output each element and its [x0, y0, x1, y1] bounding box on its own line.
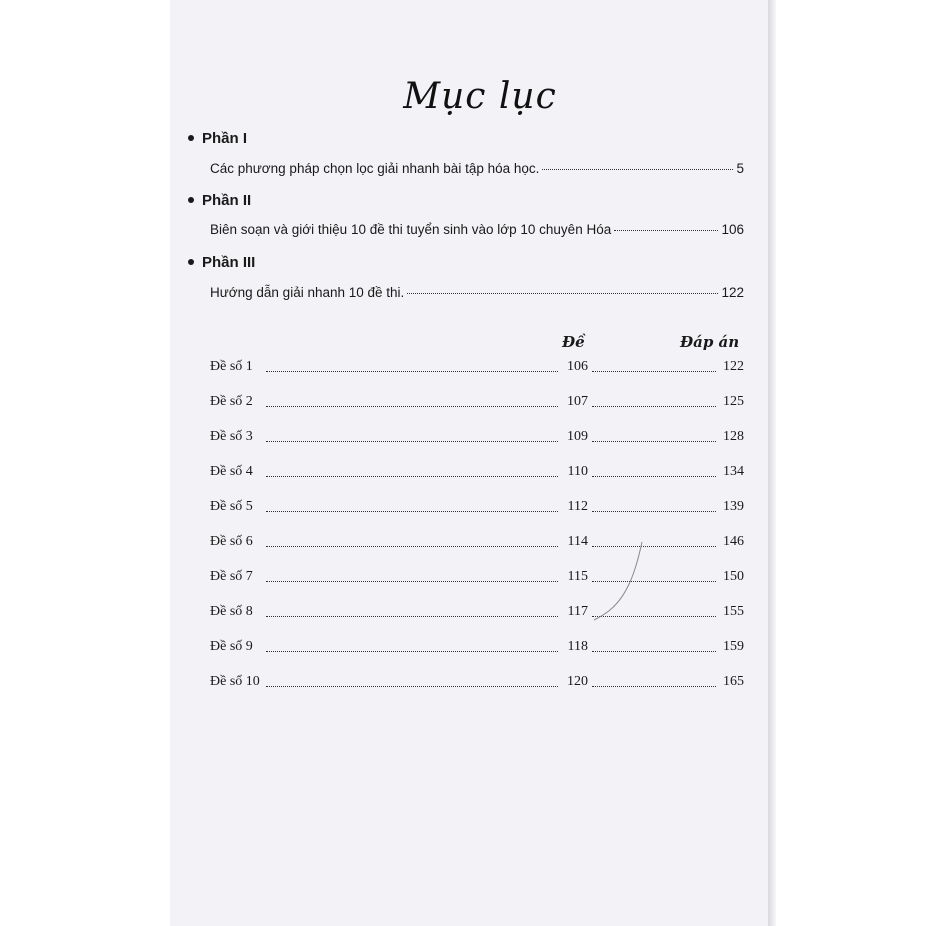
part-3-text: Hướng dẫn giải nhanh 10 đề thi. [210, 285, 405, 300]
answer-page: 165 [723, 674, 744, 689]
leader-dots [266, 651, 558, 652]
exam-row [210, 569, 744, 585]
leader-dots [614, 230, 718, 231]
leader-dots [266, 441, 558, 442]
part-2-text: Biên soạn và giới thiệu 10 đề thi tuyển sinh vào lớp 10 chuyên Hóa [210, 222, 612, 237]
exam-row [210, 359, 744, 375]
part-2-heading: Phần II [188, 192, 251, 209]
leader-dots [266, 686, 558, 687]
part-2-entry [210, 222, 744, 237]
exam-row [210, 499, 744, 515]
exam-row [210, 604, 744, 620]
part-1-page: 5 [736, 161, 744, 176]
answer-page: 125 [723, 394, 744, 409]
part-1-entry [210, 161, 744, 176]
leader-dots [266, 546, 558, 547]
pencil-mark [590, 540, 650, 625]
exam-page: 120 [567, 674, 588, 689]
answer-page: 128 [723, 429, 744, 444]
page-title: Mục lục [403, 76, 557, 117]
bullet-icon [188, 259, 194, 265]
exam-page: 118 [567, 639, 588, 654]
exam-page: 115 [567, 569, 588, 584]
column-header-dap-an: Đáp án [680, 333, 740, 351]
part-3-heading: Phần III [188, 254, 255, 271]
answer-page: 146 [723, 534, 744, 549]
leader-dots [592, 651, 716, 652]
part-3-page: 122 [721, 285, 744, 300]
leader-dots [266, 511, 558, 512]
leader-dots [542, 169, 733, 170]
leader-dots [592, 686, 716, 687]
leader-dots [266, 406, 558, 407]
exam-label: Đề số 4 [210, 464, 253, 479]
leader-dots [592, 371, 716, 372]
answer-page: 159 [723, 639, 744, 654]
leader-dots [407, 293, 718, 294]
exam-row [210, 464, 744, 480]
exam-page: 109 [567, 429, 588, 444]
leader-dots [592, 441, 716, 442]
leader-dots [266, 371, 558, 372]
answer-page: 139 [723, 499, 744, 514]
leader-dots [592, 511, 716, 512]
exam-row [210, 674, 744, 690]
answer-page: 122 [723, 359, 744, 374]
column-header-de: Đề [562, 333, 585, 351]
leader-dots [266, 476, 558, 477]
exam-page: 117 [567, 604, 588, 619]
leader-dots [592, 476, 716, 477]
part-1-heading: Phần I [188, 130, 247, 147]
exam-row [210, 394, 744, 410]
leader-dots [592, 406, 716, 407]
leader-dots [266, 581, 558, 582]
exam-label: Đề số 2 [210, 394, 253, 409]
part-1-text: Các phương pháp chọn lọc giải nhanh bài tập hóa học. [210, 161, 540, 176]
part-2-page: 106 [721, 222, 744, 237]
exam-label: Đề số 6 [210, 534, 253, 549]
exam-row [210, 429, 744, 445]
exam-page: 107 [567, 394, 588, 409]
exam-label: Đề số 5 [210, 499, 253, 514]
bullet-icon [188, 197, 194, 203]
exam-row [210, 639, 744, 655]
exam-label: Đề số 1 [210, 359, 253, 374]
exam-page: 110 [567, 464, 588, 479]
part-3-entry [210, 285, 744, 300]
exam-label: Đề số 9 [210, 639, 253, 654]
exam-row [210, 534, 744, 550]
page-edge [768, 0, 774, 926]
paper-sheet [170, 0, 776, 926]
answer-page: 134 [723, 464, 744, 479]
exam-label: Đề số 10 [210, 674, 260, 689]
exam-page: 112 [567, 499, 588, 514]
bullet-icon [188, 135, 194, 141]
exam-label: Đề số 3 [210, 429, 253, 444]
answer-page: 155 [723, 604, 744, 619]
exam-page: 114 [567, 534, 588, 549]
exam-label: Đề số 8 [210, 604, 253, 619]
answer-page: 150 [723, 569, 744, 584]
exam-label: Đề số 7 [210, 569, 253, 584]
exam-page: 106 [567, 359, 588, 374]
pencil-stroke [594, 542, 642, 620]
leader-dots [266, 616, 558, 617]
